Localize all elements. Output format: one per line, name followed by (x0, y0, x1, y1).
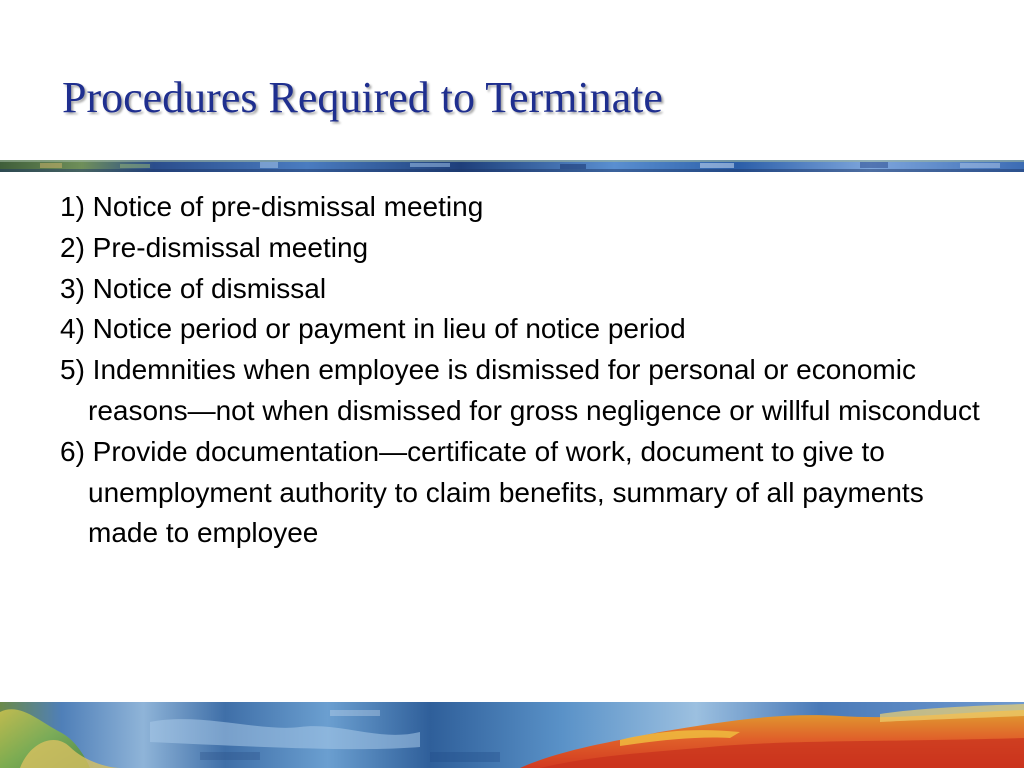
bottom-band-graphic (0, 702, 1024, 768)
list-item: 3) Notice of dismissal (60, 272, 327, 304)
list-item: 2) Pre-dismissal meeting (60, 231, 369, 263)
top-decorative-band (0, 160, 1024, 172)
list-item: 1) Notice of pre-dismissal meeting (60, 191, 484, 222)
list-item: 6) Provide documentation—certificate of work, document to give to unemployment authority to claim benefits, summary of all payments made to employee (60, 435, 924, 549)
bottom-decorative-band (0, 702, 1024, 768)
procedure-list (60, 187, 990, 554)
list-item: 5) Indemnities when employee is dismissed for personal or economic reasons—not when dismissed for gross negligence or willful misconduct (60, 354, 980, 426)
list-item: 4) Notice period or payment in lieu of notice period (60, 313, 686, 345)
top-band-graphic (0, 160, 1024, 172)
slide-title: Procedures Required to Terminate (62, 73, 663, 122)
